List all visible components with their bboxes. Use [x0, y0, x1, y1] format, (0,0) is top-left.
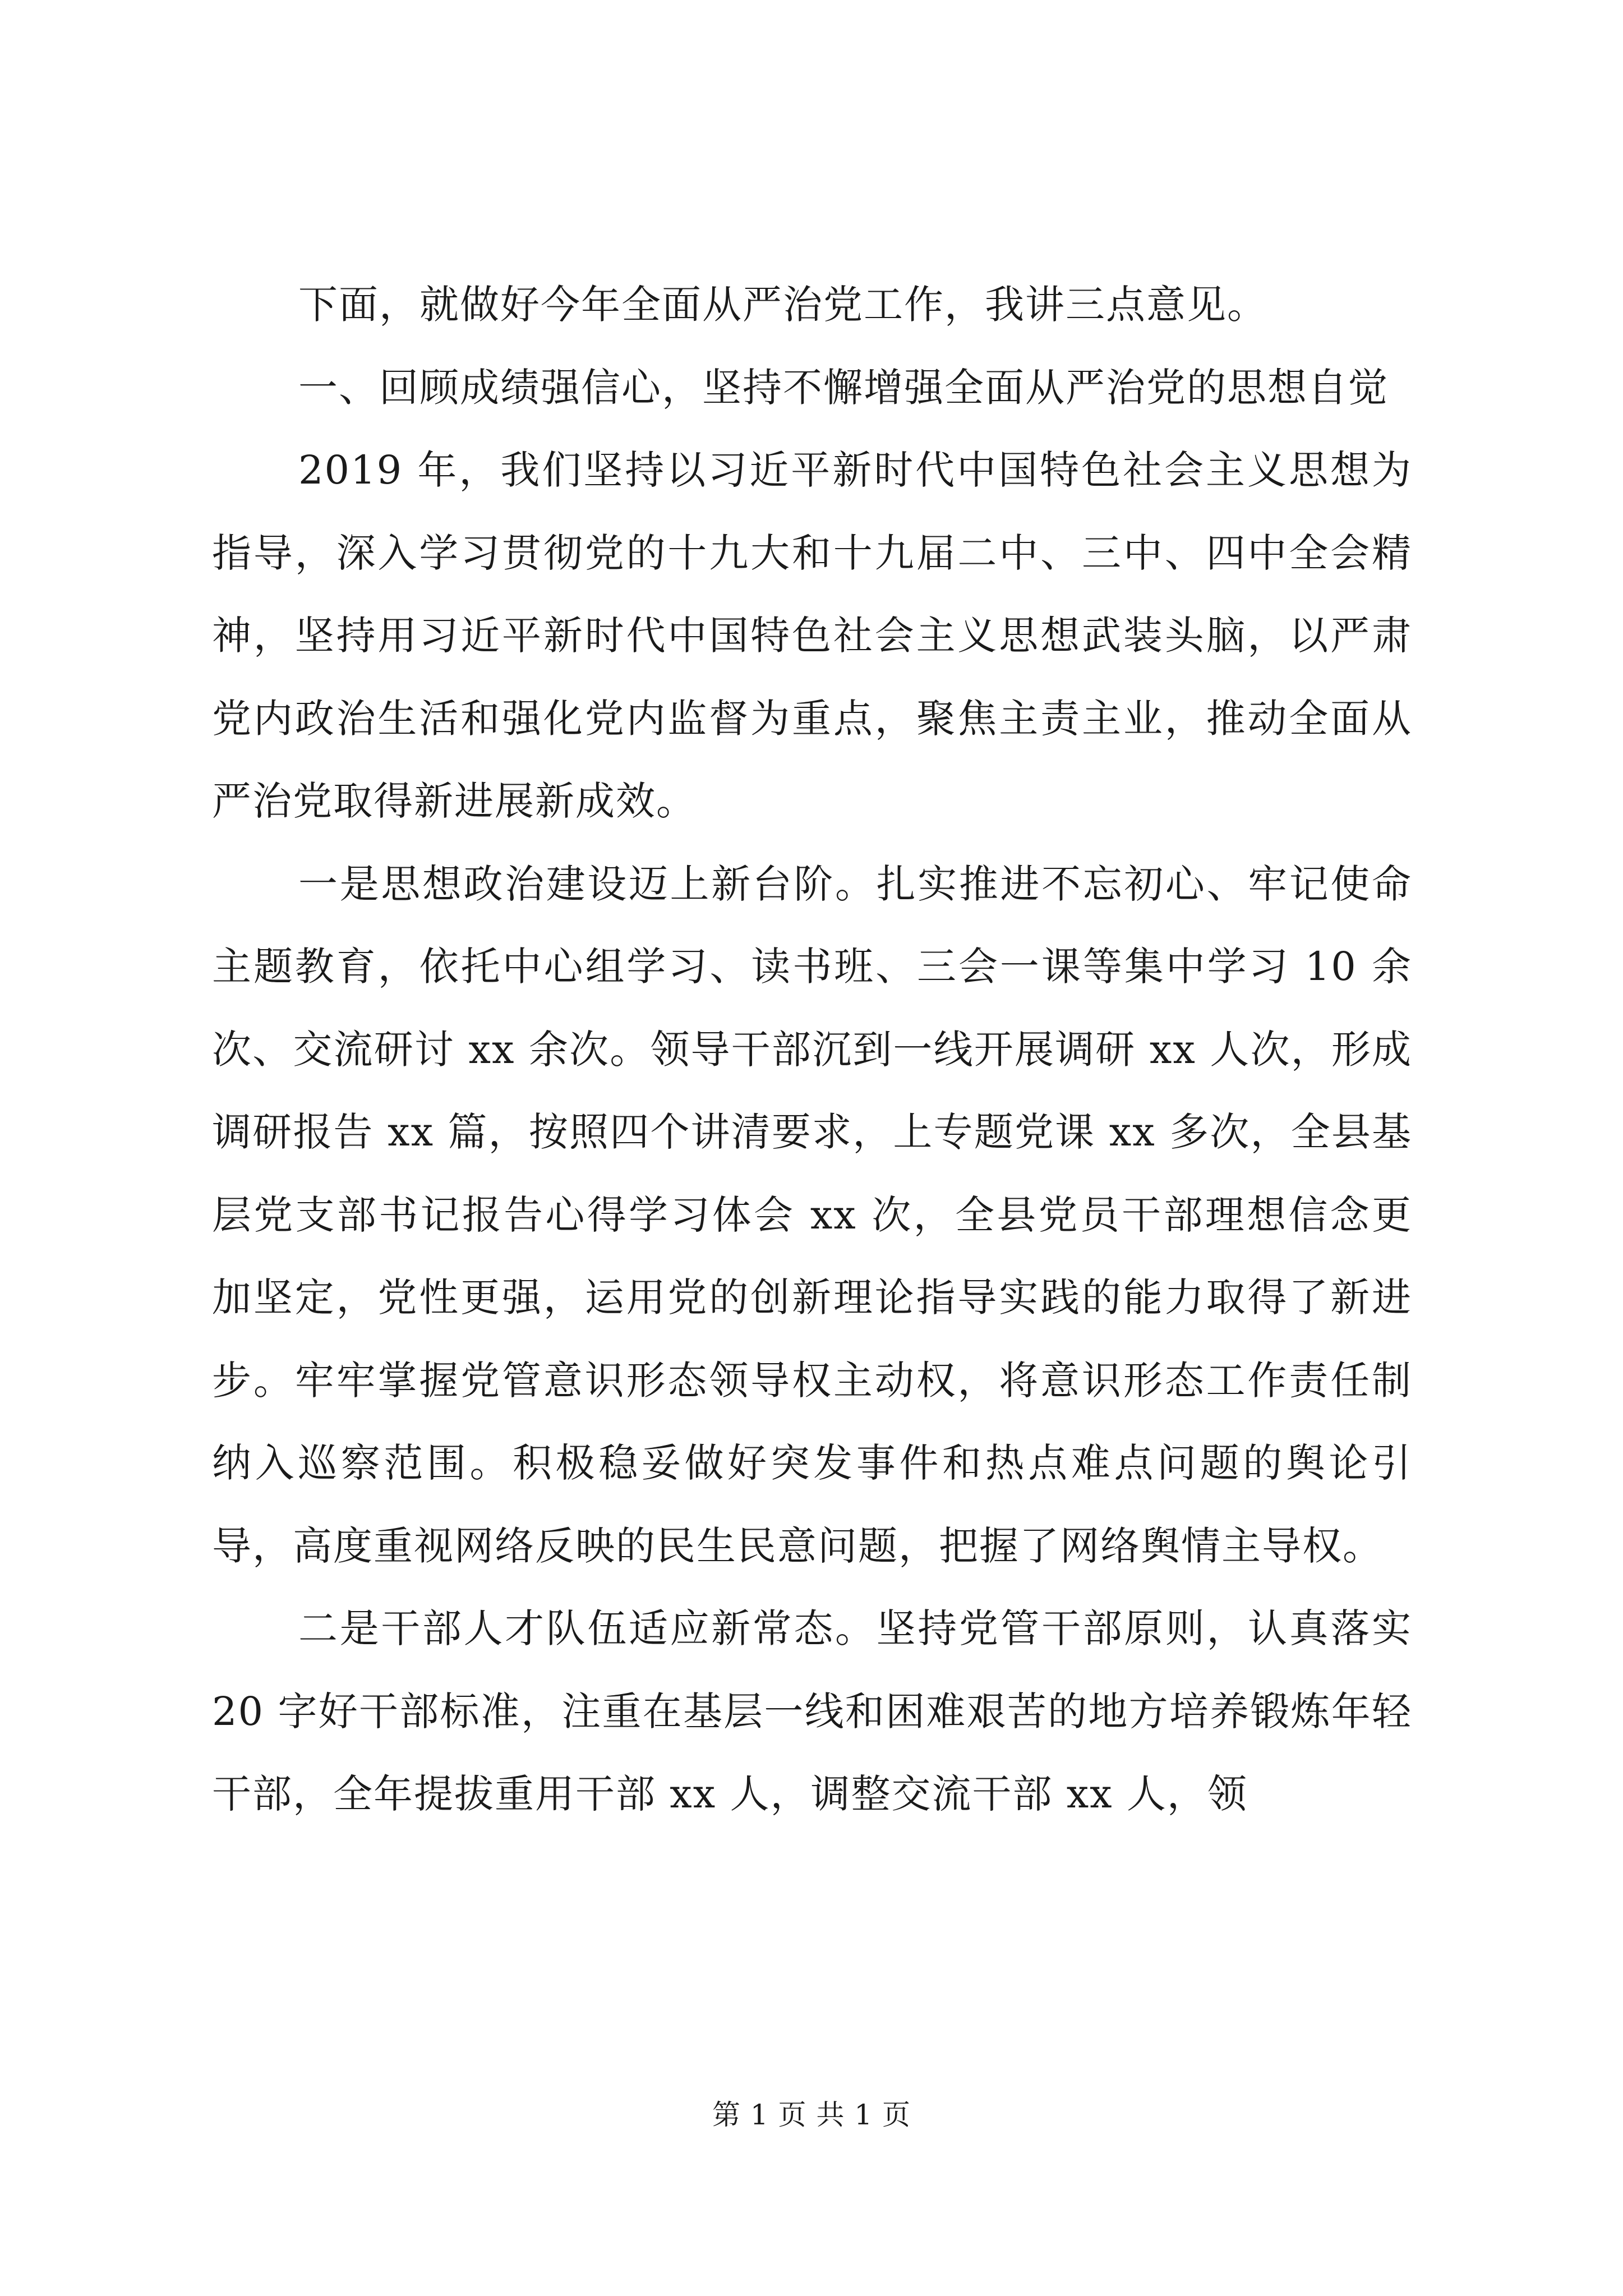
- paragraph-cadre-team: 二是干部人才队伍适应新常态。坚持党管干部原则，认真落实 20 字好干部标准，注重在基层一线和困难艰苦的地方培养锻炼年轻干部，全年提拔重用干部 xx 人，调整交流干部 xx 人，领: [212, 1605, 1412, 1817]
- paragraph-intro: 下面，就做好今年全面从严治党工作，我讲三点意见。: [298, 282, 1267, 328]
- paragraph-2019-summary: 2019 年，我们坚持以习近平新时代中国特色社会主义思想为指导，深入学习贯彻党的十九大和十九届二中、三中、四中全会精神，坚持用习近平新时代中国特色社会主义思想武装头脑，以严肃党内政治生活和强化党内监督为重点，聚焦主责主业，推动全面从严治党取得新进展新成效。: [212, 447, 1412, 824]
- section-heading-1: 一、回顾成绩强信心，坚持不懈增强全面从严治党的思想自觉: [298, 364, 1389, 411]
- paragraph-ideological-construction: 一是思想政治建设迈上新台阶。扎实推进不忘初心、牢记使命主题教育，依托中心组学习、读书班、三会一课等集中学习 10 余次、交流研讨 xx 余次。领导干部沉到一线开展调研 xx 人次，形成调研报告 xx 篇，按照四个讲清要求，上专题党课 xx 多次，全县基层党支部书记报告心得学习体会 xx 次，全县党员干部理想信念更加坚定，党性更强，运用党的创新理论指导实践的能力取得了新进步。牢牢掌握党管意识形态领导权主动权，将意识形态工作责任制纳入巡察范围。积极稳妥做好突发事件和热点难点问题的舆论引导，高度重视网络反映的民生民意问题，把握了网络舆情主导权。: [212, 861, 1412, 1569]
- document-body: [212, 264, 1412, 1836]
- page-footer: 第 1 页 共 1 页: [712, 2099, 911, 2131]
